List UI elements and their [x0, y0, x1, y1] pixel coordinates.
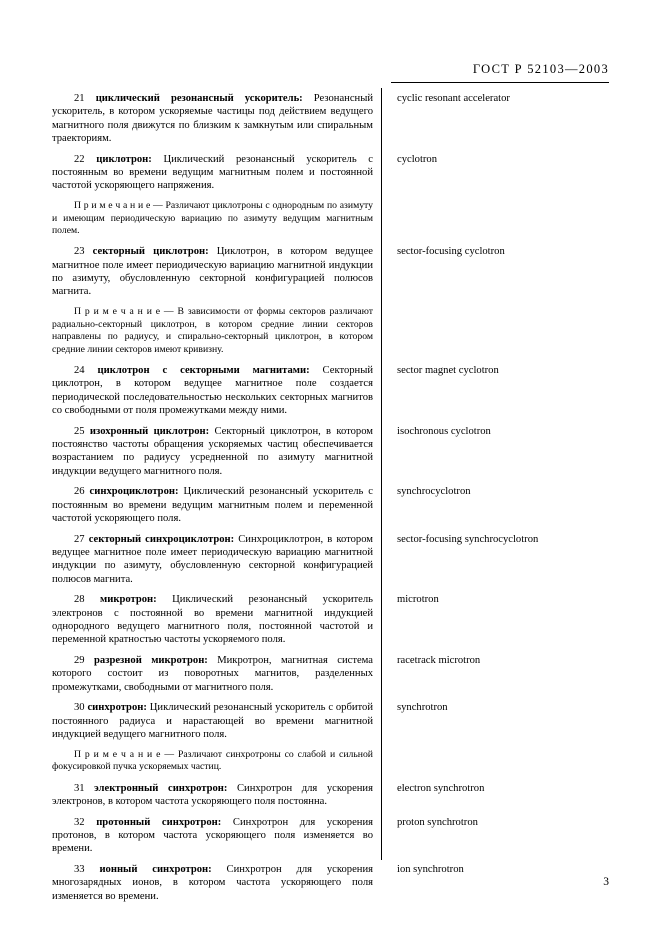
- term-name: синхроциклотрон:: [89, 486, 179, 498]
- term-definition: Циклический резонансный ускоритель с орбитой постоянного радиуса и нарастающей во времени магнитной индукцией ведущего магнитного поля.: [52, 702, 373, 741]
- term-name: циклотрон:: [96, 153, 152, 165]
- term-number: 26: [74, 486, 85, 498]
- term-definition-block: [52, 485, 373, 525]
- term-entry: [52, 593, 617, 646]
- term-name: секторный циклотрон:: [92, 246, 209, 258]
- term-definition-block: [52, 816, 373, 856]
- term-note: [52, 200, 617, 238]
- term-number: 28: [74, 594, 85, 606]
- term-definition-block: [52, 245, 373, 298]
- page-header-standard-number: ГОСТ Р 52103—2003: [472, 62, 609, 76]
- term-name: изохронный циклотрон:: [89, 425, 210, 437]
- term-entry: [52, 701, 617, 741]
- term-english-equivalent: cyclic resonant accelerator: [397, 93, 510, 104]
- term-english-equivalent: isochronous cyclotron: [397, 425, 491, 437]
- term-english-equivalent: synchrotron: [397, 702, 448, 714]
- term-definition-block: [52, 782, 373, 809]
- term-name: синхротрон:: [87, 702, 147, 714]
- term-entry: [52, 816, 617, 856]
- term-definition-block: [52, 425, 373, 478]
- term-entry: [52, 153, 617, 193]
- term-note: [52, 306, 617, 356]
- term-english-equivalent: sector magnet cyclotron: [397, 364, 499, 376]
- term-name: ионный синхротрон:: [99, 864, 212, 876]
- term-entry: [52, 245, 617, 298]
- header-divider-rule: [391, 82, 609, 83]
- term-note: [52, 749, 617, 774]
- term-name: циклотрон с секторными магнитами:: [97, 364, 310, 376]
- term-number: 32: [74, 816, 85, 828]
- term-definition-block: [52, 306, 373, 356]
- term-number: 31: [74, 782, 85, 794]
- page-number: 3: [603, 876, 609, 888]
- term-definition-block: [52, 92, 373, 145]
- term-definition-block: [52, 153, 373, 193]
- term-definition: Резонансный ускоритель, в котором ускоряемые частицы под действием ведущего магнитного поля движутся по близким к замкнутым или спиральным траекториям.: [52, 93, 374, 144]
- term-entry: [52, 863, 617, 903]
- note-text: П р и м е ч а н и е — В зависимости от формы секторов различают радиально-секторный циклотрон, в котором средние линии секторов направлены по радиусу, и спирально-секторный циклотрон, в котором средние линии секторов имеют кривизну.: [52, 306, 373, 355]
- term-number: 25: [74, 425, 85, 437]
- term-number: 27: [74, 533, 85, 545]
- term-name: разрезной микротрон:: [94, 655, 208, 667]
- term-definition: Синхротрон для ускорения многозарядных ионов, в котором частота ускоряющего поля изменяется во времени.: [52, 864, 374, 902]
- term-number: 21: [74, 93, 85, 104]
- term-name: секторный синхроциклотрон:: [88, 533, 235, 545]
- term-english-equivalent: racetrack microtron: [397, 655, 481, 667]
- term-english-equivalent: synchrocyclotron: [397, 486, 471, 498]
- term-english-equivalent: cyclotron: [397, 153, 438, 165]
- term-number: 22: [74, 153, 85, 165]
- term-english-equivalent: electron synchrotron: [397, 782, 485, 794]
- term-definition-block: [52, 533, 373, 586]
- term-number: 33: [74, 864, 85, 876]
- term-number: 23: [74, 246, 85, 258]
- term-definition: Циклический резонансный ускоритель электронов с постоянной во времени магнитной индукцией однородного ведущего магнитного поля, постоянной частотой и переменной кратностью частоты ускоряемого поля.: [52, 594, 373, 646]
- term-number: 30: [74, 702, 85, 714]
- term-english-equivalent: ion synchrotron: [397, 864, 464, 876]
- term-name: циклический резонансный ускоритель:: [95, 93, 303, 104]
- term-definition: Синхроциклотрон, в котором ведущее магнитное поле имеет периодическую вариацию магнитной индукции по азимуту, обусловленную секторной конфигурацией полюсов магнита.: [52, 533, 373, 585]
- term-entry: [52, 92, 617, 145]
- term-english-equivalent: sector-focusing cyclotron: [397, 246, 505, 258]
- term-entry: [52, 654, 617, 694]
- note-text: П р и м е ч а н и е — Различают циклотроны с однородным по азимуту и имеющим периодическую вариацию по азимуту ведущим магнитным полем.: [52, 200, 373, 237]
- term-entry: [52, 533, 617, 586]
- term-definition: Секторный циклотрон, в котором постоянство частоты обращения ускоряемых частиц обеспечивается возрастанием по радиусу усредненной по азимуту магнитной индукции ведущего магнитного поля.: [52, 425, 373, 477]
- term-entry: [52, 364, 617, 417]
- term-definition-block: [52, 863, 373, 903]
- term-entry: [52, 485, 617, 525]
- term-entry: [52, 425, 617, 478]
- term-english-equivalent: microtron: [397, 594, 439, 606]
- terms-list: [52, 92, 617, 910]
- term-definition: Циклотрон, в котором ведущее магнитное поле имеет периодическую вариацию магнитной индукции по азимуту, обусловленную секторной конфигурацией полюсов магнита.: [52, 246, 373, 298]
- term-entry: [52, 782, 617, 809]
- term-name: протонный синхротрон:: [96, 816, 222, 828]
- term-name: электронный синхротрон:: [94, 782, 228, 794]
- term-definition-block: [52, 200, 373, 238]
- term-definition-block: [52, 749, 373, 774]
- term-number: 24: [74, 364, 85, 376]
- note-text: П р и м е ч а н и е — Различают синхротроны со слабой и сильной фокусировкой пучка ускоряемых частиц.: [52, 748, 373, 773]
- term-english-equivalent: proton synchrotron: [397, 816, 478, 828]
- term-definition: Микротрон, магнитная система которого состоит из поворотных магнитов, разделенных промежутками, свободными от магнитного поля.: [52, 655, 374, 693]
- term-definition-block: [52, 593, 373, 646]
- term-definition: Циклический резонансный ускоритель с постоянным во времени ведущим магнитным полем и постоянной частотой ускоряющего напряжения.: [52, 153, 373, 192]
- term-definition: Секторный циклотрон, в котором ведущее магнитное поле создается периодической последовательностью нескольких секторных магнитов со свободными от поля промежутками между ними.: [52, 364, 373, 416]
- term-number: 29: [74, 655, 85, 667]
- term-name: микротрон:: [100, 594, 157, 606]
- term-definition-block: [52, 654, 373, 694]
- term-english-equivalent: sector-focusing synchrocyclotron: [397, 533, 539, 545]
- term-definition-block: [52, 701, 373, 741]
- term-definition: Синхротрон для ускорения электронов, в котором частота ускоряющего поля постоянна.: [52, 782, 373, 807]
- term-definition: Циклический резонансный ускоритель с постоянным во времени ведущим магнитным полем и переменной частотой ускоряющего поля.: [52, 486, 373, 524]
- term-definition-block: [52, 364, 373, 417]
- term-definition: Синхротрон для ускорения протонов, в котором частота ускоряющего поля изменяется во времени.: [52, 816, 373, 855]
